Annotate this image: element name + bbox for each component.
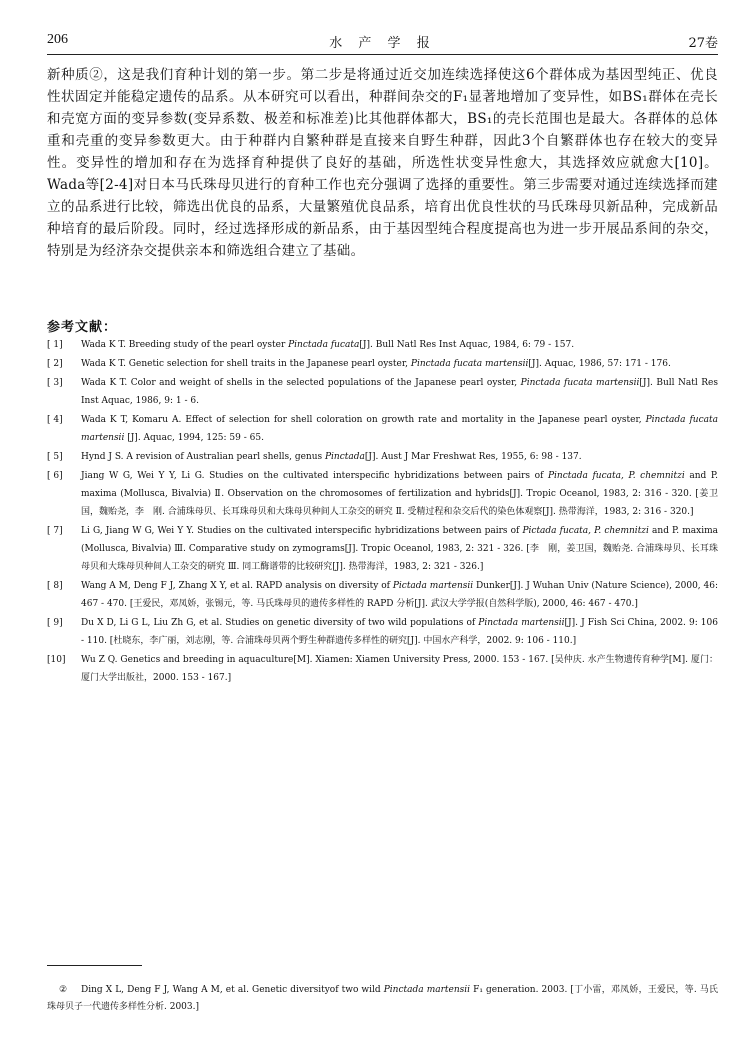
reference-list xyxy=(47,336,718,688)
reference-item: [ 5] Hynd J S. A revision of Australian pearl shells, genus Pinctada[J]. Aust J Mar Freshwat Res, 1955, 6: 98 - 137. xyxy=(47,452,582,462)
body-paragraph: 新种质②，这是我们育种计划的第一步。第二步是将通过近交加连续选择使这6个群体成为基因型纯正、优良性状固定并能稳定遗传的品系。从本研究可以看出，种群间杂交的F₁显著地增加了变异性，如BS₁群体在壳长和壳宽方面的变异参数(变异系数、极差和标准差)比其他群体都大，BS₁的壳长范围也是最大。各群体的总体重和壳重的变异参数更大。由于种群内自繁种群是直接来自野生种群，因此3个自繁群体也存在较大的变异性。变异性的增加和存在为选择育种提供了良好的基础，所选性状变异性愈大，其选择效应就愈大[10]。Wada等[2-4]对日本马氏珠母贝进行的育种工作也充分强调了选择的重要性。第三步需要对通过连续选择而建立的品系进行比较，筛选出优良的品系，大量繁殖优良品系，培育出优良性状的马氏珠母贝新品种，完成新品种培育的最后阶段。同时，经过选择形成的新品系，由于基因型纯合程度提高也为进一步开展品系间的杂交，特别是为经济杂交提供亲本和筛选组合建立了基础。 xyxy=(47,67,718,259)
body-text xyxy=(47,64,718,262)
footnote: ② Ding X L, Deng F J, Wang A M, et al. Genetic diversityof two wild Pinctada martensii F₁ generation. 2003. [丁小雷，邓凤娇，王爱民，等. 马氏珠母贝子一代遗传多样性分析. 2003.] xyxy=(47,982,718,1016)
reference-item: [ 6] Jiang W G, Wei Y Y, Li G. Studies on the cultivated interspecific hybridizations between pairs of Pinctada fucata, P. chemnitzi and P. maxima (Mollusca, Bivalvia) Ⅱ. Observation on the chromosomes of fertilization and hybrids[J]. Tropic Oceanol, 1983, 2: 316 - 320. [姜卫国，魏贻尧，李 刚. 合浦珠母贝、长耳珠母贝和大珠母贝种间人工杂交的研究 Ⅱ. 受精过程和杂交后代的染色体观察[J]. 热带海洋，1983, 2: 316 - 320.] xyxy=(47,471,718,517)
journal-title: 水 产 学 报 xyxy=(329,36,436,51)
footnote-mark: ② xyxy=(59,985,68,995)
reference-item: [ 9] Du X D, Li G L, Liu Zh G, et al. Studies on genetic diversity of two wild populations of Pinctada martensii[J]. J Fish Sci China, 2002. 9: 106 - 110. [杜晓东，李广丽，刘志刚，等. 合浦珠母贝两个野生种群遗传多样性的研究[J]. 中国水产科学，2002. 9: 106 - 110.] xyxy=(47,618,718,646)
reference-item: [ 2] Wada K T. Genetic selection for shell traits in the Japanese pearl oyster, Pinctada fucata martensii[J]. Aquac, 1986, 57: 171 - 176. xyxy=(47,359,671,369)
reference-item: [ 3] Wada K T. Color and weight of shells in the selected populations of the Japanese pearl oyster, Pinctada fucata martensii[J]. Bull Natl Res Inst Aquac, 1986, 9: 1 - 6. xyxy=(47,378,718,406)
footnote-rule xyxy=(47,965,142,966)
reference-item: [ 7] Li G, Jiang W G, Wei Y Y. Studies on the cultivated interspecific hybridizations between pairs of Pictada fucata, P. chemnitzi and P. maxima (Mollusca, Bivalvia) Ⅲ. Comparative study on zymograms[J]. Tropic Oceanol, 1983, 2: 321 - 326. [李 刚，姜卫国，魏贻尧. 合浦珠母贝、长耳珠母贝和大珠母贝种间人工杂交的研究 Ⅲ. 同工酶谱带的比较研究[J]. 热带海洋，1983, 2: 321 - 326.] xyxy=(47,526,719,572)
header-rule xyxy=(47,54,718,55)
reference-item: [ 1] Wada K T. Breeding study of the pearl oyster Pinctada fucata[J]. Bull Natl Res Inst Aquac, 1984, 6: 79 - 157. xyxy=(47,340,575,350)
running-header xyxy=(47,32,718,54)
reference-item: [ 8] Wang A M, Deng F J, Zhang X Y, et al. RAPD analysis on diversity of Pictada martensii Dunker[J]. J Wuhan Univ (Nature Science), 2000, 46: 467 - 470. [王爱民，邓凤娇，张锡元，等. 马氏珠母贝的遗传多样性的 RAPD 分析[J]. 武汉大学学报(自然科学版), 2000, 46: 467 - 470.] xyxy=(47,581,719,609)
reference-item: [ 4] Wada K T, Komaru A. Effect of selection for shell coloration on growth rate and mortality in the Japanese pearl oyster, Pinctada fucata martensii [J]. Aquac, 1994, 125: 59 - 65. xyxy=(47,415,718,443)
page-number: 206 xyxy=(47,32,68,47)
volume-label: 27卷 xyxy=(688,36,718,51)
references-heading: 参考文献： xyxy=(47,320,118,335)
reference-item: [10] Wu Z Q. Genetics and breeding in aquaculture[M]. Xiamen: Xiamen University Press, 2000. 153 - 167. [吴仲庆. 水产生物遗传育种学[M]. 厦门：厦门大学出版社，2000. 153 - 167.] xyxy=(47,655,718,683)
